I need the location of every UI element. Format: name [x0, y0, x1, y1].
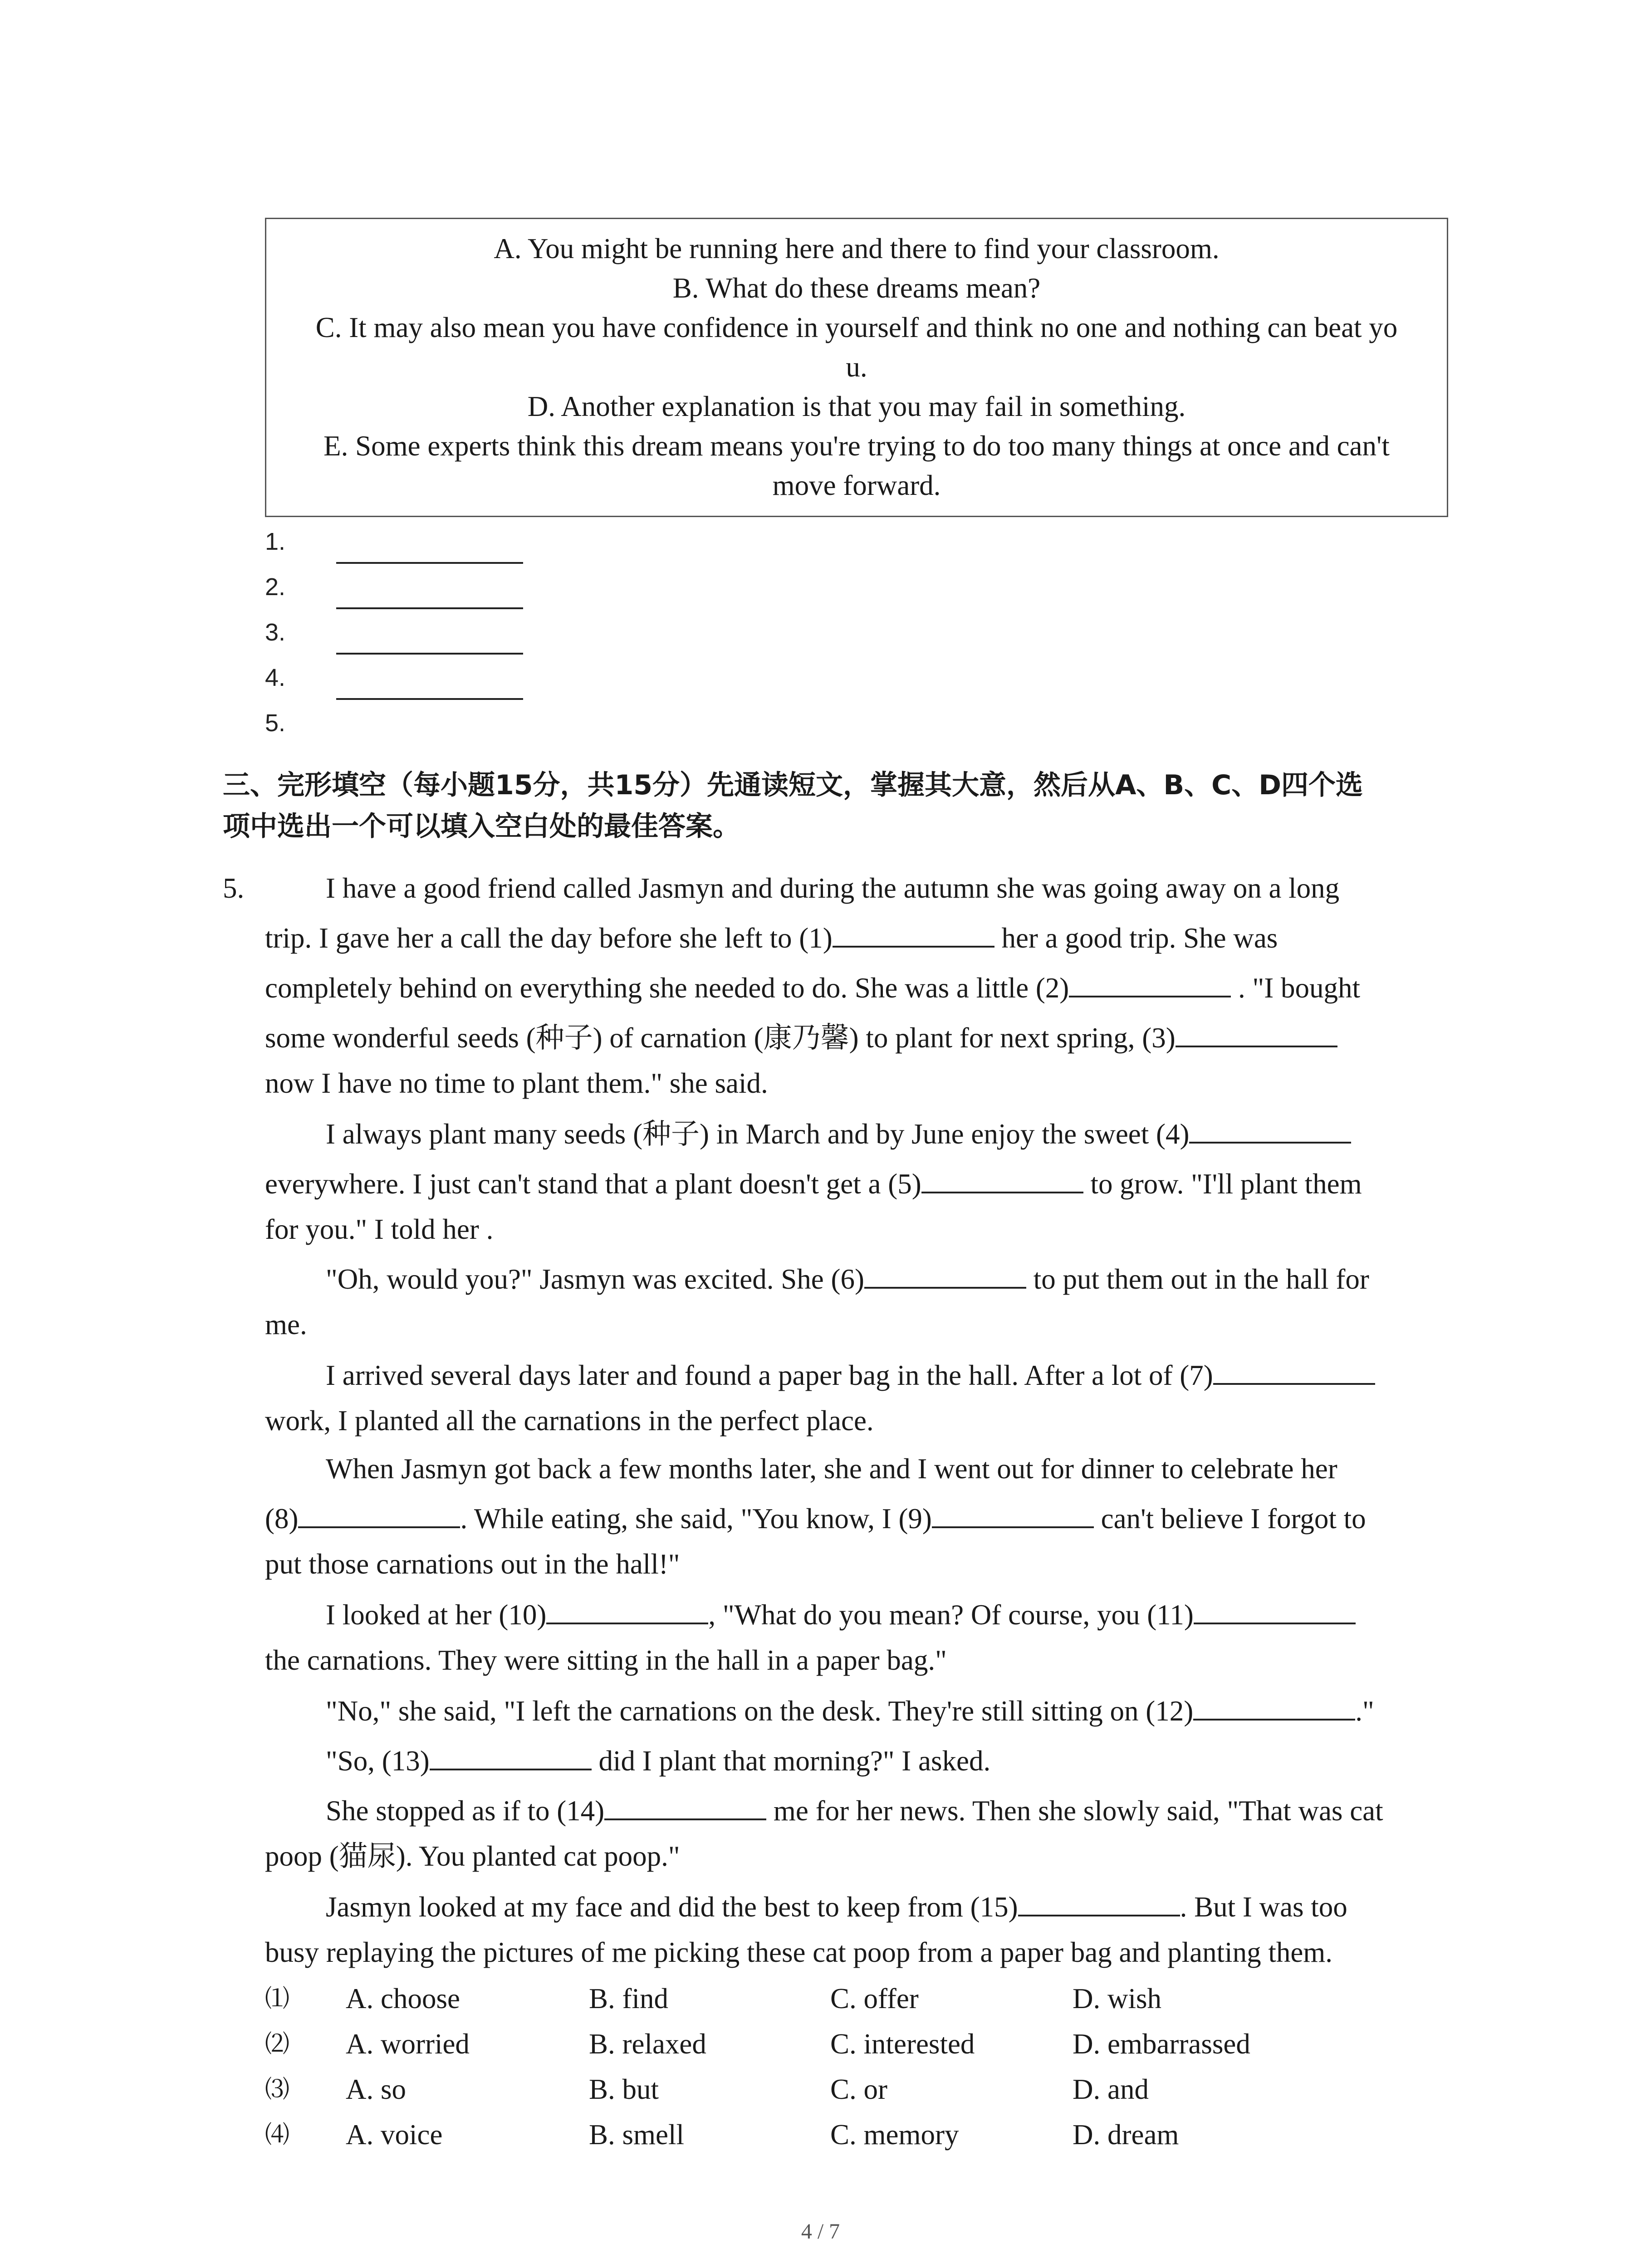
passage-line: me. — [265, 1309, 307, 1340]
section-heading-line2: 项中选出一个可以填入空白处的最佳答案。 — [223, 811, 740, 842]
passage-line: some wonderful seeds (种子) of carnation (康乃馨) to plant for next spring, (3) — [265, 1020, 1337, 1056]
passage-line: Jasmyn looked at my face and did the best to keep from (15) . But I was too — [326, 1889, 1347, 1925]
blank-11[interactable] — [1194, 1597, 1356, 1624]
choice-c[interactable]: C. memory — [830, 2119, 959, 2151]
choice-c[interactable]: C. or — [830, 2073, 887, 2105]
option-a: A. You might be running here and there to find your classroom. — [494, 233, 1220, 264]
passage-line: for you." I told her . — [265, 1213, 494, 1245]
section-heading-line1: 三、完形填空（每小题15分，共15分）先通读短文，掌握其大意，然后从A、B、C、D四个选 — [223, 769, 1363, 801]
passage-line: busy replaying the pictures of me picking these cat poop from a paper bag and planting them. — [265, 1936, 1333, 1968]
option-c: C. It may also mean you have confidence in yourself and think no one and nothing can beat yo — [315, 312, 1398, 343]
blank-1[interactable] — [833, 920, 994, 948]
answer-number-5: 5. — [265, 709, 286, 737]
question-number: 5. — [223, 872, 245, 904]
passage-line: "No," she said, "I left the carnations on the desk. They're still sitting on (12) ." — [326, 1693, 1374, 1729]
passage-line: When Jasmyn got back a few months later, she and I went out for dinner to celebrate her — [326, 1453, 1337, 1485]
passage-line: "So, (13) did I plant that morning?" I asked. — [326, 1743, 990, 1779]
option-e-cont: move forward. — [772, 469, 941, 501]
choice-c[interactable]: C. interested — [830, 2028, 975, 2060]
blank-3[interactable] — [1176, 1020, 1337, 1047]
choice-c[interactable]: C. offer — [830, 1983, 919, 2014]
choice-b[interactable]: B. smell — [589, 2119, 685, 2151]
option-c-cont: u. — [846, 351, 867, 383]
choice-b[interactable]: B. but — [589, 2073, 659, 2105]
blank-13[interactable] — [430, 1743, 592, 1770]
choice-a[interactable]: A. choose — [346, 1983, 460, 2014]
blank-9[interactable] — [932, 1501, 1094, 1528]
passage-line: everywhere. I just can't stand that a plant doesn't get a (5) to grow. "I'll plant them — [265, 1166, 1362, 1202]
blank-5[interactable] — [921, 1166, 1083, 1193]
choice-b[interactable]: B. find — [589, 1983, 669, 2014]
answer-number-2: 2. — [265, 573, 286, 601]
blank-8[interactable] — [298, 1501, 460, 1528]
passage-line: work, I planted all the carnations in the perfect place. — [265, 1405, 874, 1437]
choice-d[interactable]: D. and — [1073, 2073, 1149, 2105]
passage-line: (8) . While eating, she said, "You know, I (9) can't believe I forgot to — [265, 1501, 1366, 1537]
answer-blank-4[interactable] — [336, 698, 523, 700]
passage-line: poop (猫尿). You planted cat poop." — [265, 1840, 680, 1872]
blank-14[interactable] — [604, 1793, 766, 1820]
choice-number: ⑵ — [265, 2030, 289, 2058]
option-e: E. Some experts think this dream means you're trying to do too many things at once and can't — [323, 430, 1390, 462]
answer-number-4: 4. — [265, 664, 286, 691]
blank-2[interactable] — [1069, 970, 1231, 997]
choice-d[interactable]: D. wish — [1073, 1983, 1162, 2014]
passage-line: put those carnations out in the hall!" — [265, 1548, 680, 1580]
passage-line: the carnations. They were sitting in the hall in a paper bag." — [265, 1644, 947, 1676]
page-number: 4 / 7 — [801, 2219, 840, 2244]
passage-line: I looked at her (10) , "What do you mean? Of course, you (11) — [326, 1597, 1356, 1633]
option-d: D. Another explanation is that you may fail in something. — [527, 391, 1186, 422]
passage-line: She stopped as if to (14) me for her news. Then she slowly said, "That was cat — [326, 1793, 1383, 1829]
answer-blank-1[interactable] — [336, 562, 523, 564]
passage-line: I have a good friend called Jasmyn and during the autumn she was going away on a long — [326, 872, 1340, 904]
choice-number: ⑶ — [265, 2076, 289, 2103]
choice-number: ⑷ — [265, 2121, 289, 2148]
option-b: B. What do these dreams mean? — [672, 272, 1041, 304]
choice-a[interactable]: A. so — [346, 2073, 407, 2105]
choice-d[interactable]: D. dream — [1073, 2119, 1179, 2151]
choice-a[interactable]: A. voice — [346, 2119, 443, 2151]
options-box — [265, 218, 1448, 517]
choice-b[interactable]: B. relaxed — [589, 2028, 706, 2060]
choice-d[interactable]: D. embarrassed — [1073, 2028, 1250, 2060]
passage-line: I always plant many seeds (种子) in March and by June enjoy the sweet (4) — [326, 1116, 1351, 1152]
choice-number: ⑴ — [265, 1985, 289, 2012]
blank-4[interactable] — [1189, 1116, 1351, 1144]
passage-line: trip. I gave her a call the day before she left to (1) her a good trip. She was — [265, 920, 1278, 956]
answer-number-3: 3. — [265, 619, 286, 646]
answer-number-1: 1. — [265, 528, 286, 555]
choice-a[interactable]: A. worried — [346, 2028, 470, 2060]
blank-6[interactable] — [864, 1261, 1026, 1289]
blank-10[interactable] — [546, 1597, 708, 1624]
blank-15[interactable] — [1018, 1889, 1180, 1916]
blank-12[interactable] — [1193, 1693, 1355, 1721]
answer-blank-2[interactable] — [336, 607, 523, 609]
blank-7[interactable] — [1213, 1358, 1375, 1385]
passage-line: completely behind on everything she needed to do. She was a little (2) . "I bought — [265, 970, 1360, 1006]
answer-blank-3[interactable] — [336, 653, 523, 655]
passage-line: I arrived several days later and found a paper bag in the hall. After a lot of (7) — [326, 1357, 1375, 1393]
passage-line: "Oh, would you?" Jasmyn was excited. She (6) to put them out in the hall for — [326, 1261, 1369, 1297]
passage-line: now I have no time to plant them." she said. — [265, 1067, 768, 1099]
